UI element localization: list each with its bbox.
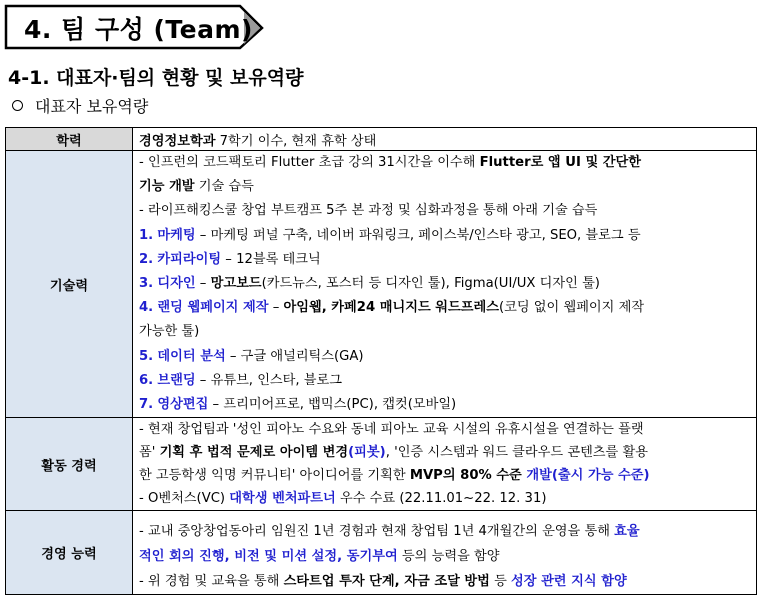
subsection-heading: 4-1. 대표자·팀의 현황 및 보유역량 bbox=[8, 67, 304, 89]
skill-number: 5. bbox=[139, 348, 154, 364]
activity-text: 한 고등학생 익명 커뮤니티' 아이디어를 기획한 bbox=[139, 468, 410, 484]
activity-highlight: 개발(출시 가능 수준) bbox=[521, 468, 650, 484]
skill-name: 브랜딩 bbox=[157, 372, 196, 388]
activity-content bbox=[133, 418, 757, 511]
bullet-heading-text: 대표자 보유역량 bbox=[35, 97, 149, 116]
skill-name: 디자인 bbox=[157, 276, 196, 292]
skill-separator: – bbox=[268, 300, 284, 316]
management-content bbox=[133, 511, 757, 595]
management-text: - 교내 중앙창업동아리 임원진 1년 경험과 현재 창업팀 1년 4개월간의 운영을 통해 bbox=[139, 524, 615, 540]
management-text: - 위 경험 및 교육을 통해 bbox=[139, 574, 284, 590]
row-label-management: 경영 능력 bbox=[6, 511, 133, 595]
skill-desc: 마케팅 퍼널 구축, 네이버 파워링크, 페이스북/인스타 광고, SEO, 블로그 등 bbox=[210, 227, 641, 243]
skills-intro-text: - 인프런의 코드팩토리 Flutter 초급 강의 31시간을 이수해 bbox=[139, 155, 480, 170]
skill-item bbox=[139, 248, 750, 272]
skill-number: 3. bbox=[139, 276, 154, 292]
education-value bbox=[133, 128, 757, 151]
skill-desc: 구글 애널리틱스(GA) bbox=[240, 348, 364, 364]
skills-intro-line bbox=[139, 151, 750, 175]
management-highlight: 적인 회의 진행, 비전 및 미션 설정, 동기부여 bbox=[139, 549, 398, 565]
management-text: 등 bbox=[489, 574, 511, 590]
row-label-skills: 기술력 bbox=[6, 151, 133, 418]
skill-separator: – bbox=[195, 372, 211, 388]
activity-text: 폼' bbox=[139, 445, 160, 461]
skills-intro-line bbox=[139, 175, 750, 199]
activity-line bbox=[139, 464, 750, 487]
table-row-education bbox=[6, 128, 757, 151]
skill-item bbox=[139, 393, 750, 417]
education-major: 경영정보학과 bbox=[139, 133, 216, 149]
management-line bbox=[139, 519, 750, 544]
management-line bbox=[139, 544, 750, 569]
skills-intro-tail: 기술 습득 bbox=[194, 179, 254, 195]
skill-desc: 프리미어프로, 뱁믹스(PC), 캡컷(모바일) bbox=[223, 397, 457, 413]
skills-intro-bold-cont: 기능 개발 bbox=[139, 179, 195, 195]
activity-text: 우수 수료 (22.11.01~22. 12. 31) bbox=[335, 491, 547, 507]
management-highlight: 성장 관련 지식 함양 bbox=[511, 574, 627, 590]
ceo-capability-table bbox=[5, 127, 757, 595]
skill-desc: (코딩 없이 웹페이지 제작 bbox=[498, 300, 645, 316]
skill-name: 마케팅 bbox=[157, 227, 196, 243]
activity-highlight: 대학생 벤처파트너 bbox=[229, 491, 336, 507]
skill-separator: – bbox=[208, 397, 224, 413]
section-title: 4. 팀 구성 (Team) bbox=[24, 15, 253, 44]
skill-item bbox=[139, 272, 750, 296]
skill-desc: (카드뉴스, 포스터 등 디자인 툴), Figma(UI/UX 디자인 툴) bbox=[261, 276, 600, 292]
skills-content bbox=[133, 151, 757, 418]
activity-line: - 현재 창업팀과 '성인 피아노 수요와 동네 피아노 교육 시설의 유휴시설을 연결하는 플랫 bbox=[139, 422, 644, 438]
skill-number: 7. bbox=[139, 397, 154, 413]
bullet-heading bbox=[12, 94, 148, 117]
skills-bootcamp-line: - 라이프해킹스쿨 창업 부트캠프 5주 본 과정 및 심화과정을 통해 아래 기술 습득 bbox=[139, 203, 598, 219]
section-title-box bbox=[4, 4, 264, 48]
skill-separator: – bbox=[221, 251, 237, 267]
skill-name: 랜딩 웹페이지 제작 bbox=[157, 300, 269, 316]
skill-tool: 망고보드 bbox=[210, 276, 262, 292]
table-row-activity bbox=[6, 418, 757, 511]
skill-name: 데이터 분석 bbox=[157, 348, 226, 364]
skill-number: 1. bbox=[139, 227, 154, 243]
management-highlight: 효율 bbox=[614, 524, 640, 540]
management-text: 등의 능력을 함양 bbox=[397, 549, 500, 565]
circle-bullet-icon bbox=[12, 100, 23, 111]
skill-item-continuation: 가능한 툴) bbox=[139, 324, 200, 340]
activity-bold: MVP의 80% 수준 bbox=[409, 468, 522, 484]
skills-intro-bold: Flutter로 앱 UI 및 간단한 bbox=[479, 155, 641, 170]
skill-separator: – bbox=[225, 348, 241, 364]
skill-desc: 유튜브, 인스타, 블로그 bbox=[210, 372, 343, 388]
skill-name: 카피라이팅 bbox=[157, 251, 222, 267]
skill-item bbox=[139, 224, 750, 248]
skill-separator: – bbox=[195, 276, 211, 292]
skill-desc: 12블록 테크닉 bbox=[236, 251, 321, 267]
skill-item bbox=[139, 345, 750, 369]
management-bold: 스타트업 투자 단계, 자금 조달 방법 bbox=[283, 574, 490, 590]
activity-bold: 기획 후 법적 문제로 아이템 변경 bbox=[159, 445, 349, 461]
skill-tool: 아임웹, 카페24 매니지드 워드프레스 bbox=[283, 300, 499, 316]
table-row-management bbox=[6, 511, 757, 595]
activity-text: , '인증 시스템과 워드 클라우드 콘텐츠를 활용 bbox=[385, 445, 648, 461]
row-label-activity: 활동 경력 bbox=[6, 418, 133, 511]
skill-separator: – bbox=[195, 227, 211, 243]
activity-text: - O벤처스(VC) bbox=[139, 491, 230, 507]
skill-item bbox=[139, 369, 750, 393]
table-row-skills bbox=[6, 151, 757, 418]
row-label-education: 학력 bbox=[6, 128, 133, 151]
activity-line bbox=[139, 487, 750, 510]
skill-number: 2. bbox=[139, 251, 154, 267]
education-status: 7학기 이수, 현재 휴학 상태 bbox=[215, 133, 377, 149]
activity-highlight: (피봇) bbox=[348, 445, 386, 461]
activity-line bbox=[139, 441, 750, 464]
skill-number: 4. bbox=[139, 300, 154, 316]
skill-item bbox=[139, 296, 750, 320]
skill-number: 6. bbox=[139, 372, 154, 388]
skill-name: 영상편집 bbox=[157, 397, 209, 413]
management-line bbox=[139, 569, 750, 594]
